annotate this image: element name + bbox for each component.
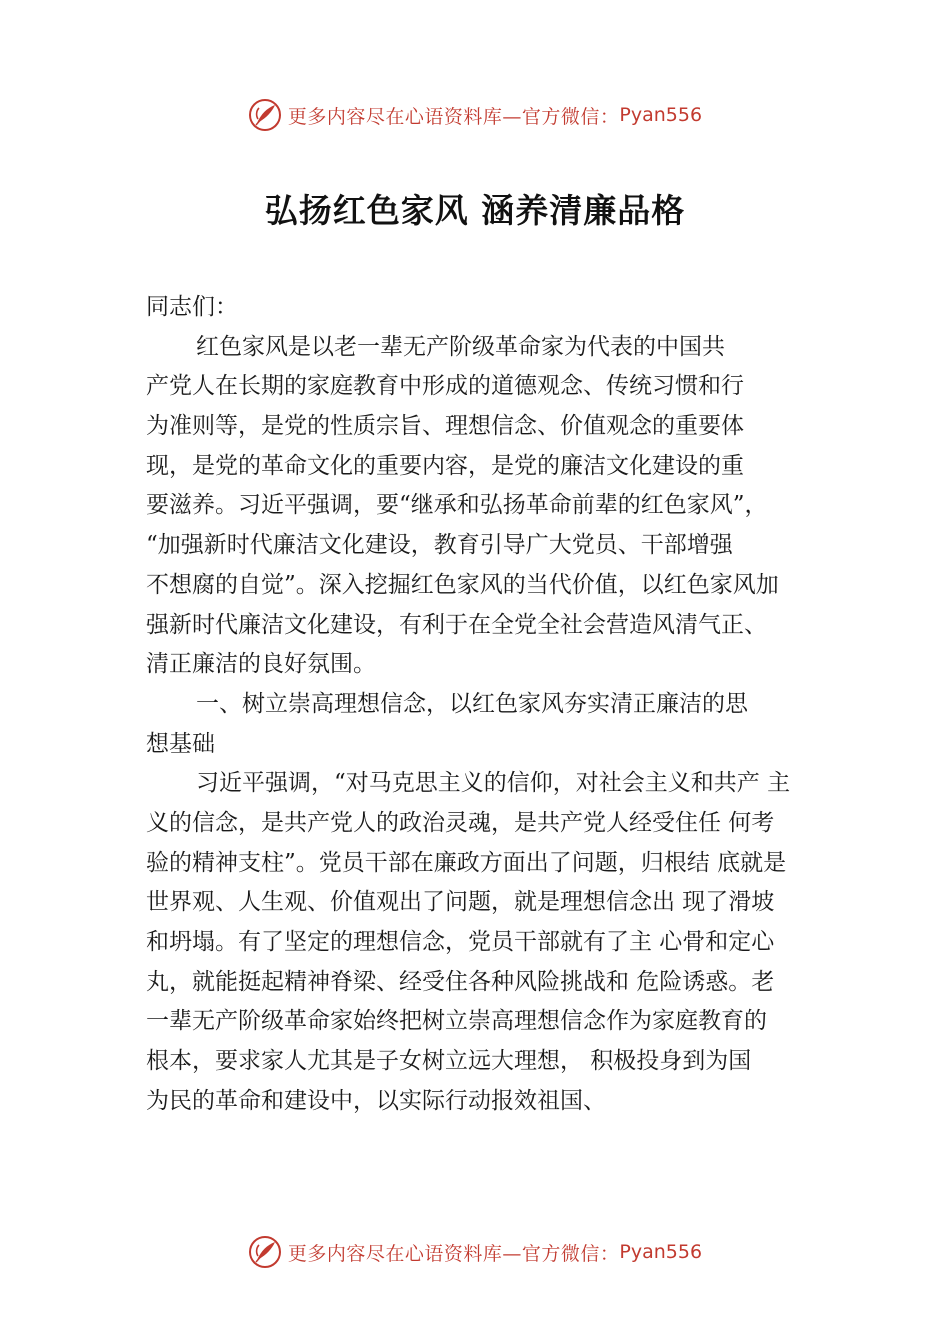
text-line: 根本，要求家人尤其是子女树立远大理想， 积极投身到为国 bbox=[146, 1048, 752, 1075]
text-line: 不想腐的自觉”。深入挖掘红色家风的当代价值，以红色家风加 bbox=[146, 571, 779, 598]
document-body bbox=[146, 288, 836, 1121]
text-line: 习近平强调，“对马克思主义的信仰，对社会主义和共产 主 bbox=[196, 770, 791, 797]
text-line: 清正廉洁的良好氛围。 bbox=[146, 651, 376, 678]
text-line: 红色家风是以老一辈无产阶级革命家为代表的中国共 bbox=[196, 333, 725, 360]
footer-wechat-id: Pyan556 bbox=[619, 1241, 703, 1263]
text-line: 验的精神支柱”。党员干部在廉政方面出了问题，归根结 底就是 bbox=[146, 849, 787, 876]
text-line: 现，是党的革命文化的重要内容，是党的廉洁文化建设的重 bbox=[146, 452, 744, 479]
header-banner bbox=[0, 95, 950, 135]
footer-banner bbox=[0, 1232, 950, 1272]
section-heading-line: 一、树立崇高理想信念，以红色家风夯实清正廉洁的思 bbox=[196, 690, 748, 717]
footer-banner-text: 更多内容尽在心语资料库—官方微信： bbox=[287, 1242, 620, 1265]
header-wechat-id: Pyan556 bbox=[619, 104, 703, 126]
section-heading-line: 想基础 bbox=[146, 730, 215, 757]
text-line: 强新时代廉洁文化建设，有利于在全党全社会营造风清气正、 bbox=[146, 611, 767, 638]
text-line: 义的信念，是共产党人的政治灵魂，是共产党人经受住任 何考 bbox=[146, 809, 775, 836]
text-line: “加强新时代廉洁文化建设，教育引导广大党员、干部增强 bbox=[146, 532, 733, 559]
text-line: 为民的革命和建设中，以实际行动报效祖国、 bbox=[146, 1087, 606, 1114]
page-title: 弘扬红色家风 涵养清廉品格 bbox=[264, 191, 686, 230]
text-line: 要滋养。习近平强调，要“继承和弘扬革命前辈的红色家风”， bbox=[146, 492, 768, 519]
text-line: 产党人在长期的家庭教育中形成的道德观念、传统习惯和行 bbox=[146, 373, 744, 400]
greeting: 同志们： bbox=[146, 294, 238, 320]
header-banner-text: 更多内容尽在心语资料库—官方微信： bbox=[287, 105, 620, 128]
text-line: 和坍塌。有了坚定的理想信念，党员干部就有了主 心骨和定心 bbox=[146, 929, 775, 955]
text-line: 为准则等，是党的性质宗旨、理想信念、价值观念的重要体 bbox=[146, 413, 744, 440]
quill-logo-icon bbox=[248, 98, 282, 132]
text-line: 丸，就能挺起精神脊梁、经受住各种风险挑战和 危险诱惑。老 bbox=[146, 968, 775, 995]
text-line: 世界观、人生观、价值观出了问题，就是理想信念出 现了滑坡 bbox=[146, 889, 775, 916]
quill-logo-icon bbox=[248, 1235, 282, 1269]
text-line: 一辈无产阶级革命家始终把树立崇高理想信念作为家庭教育的 bbox=[146, 1008, 767, 1035]
